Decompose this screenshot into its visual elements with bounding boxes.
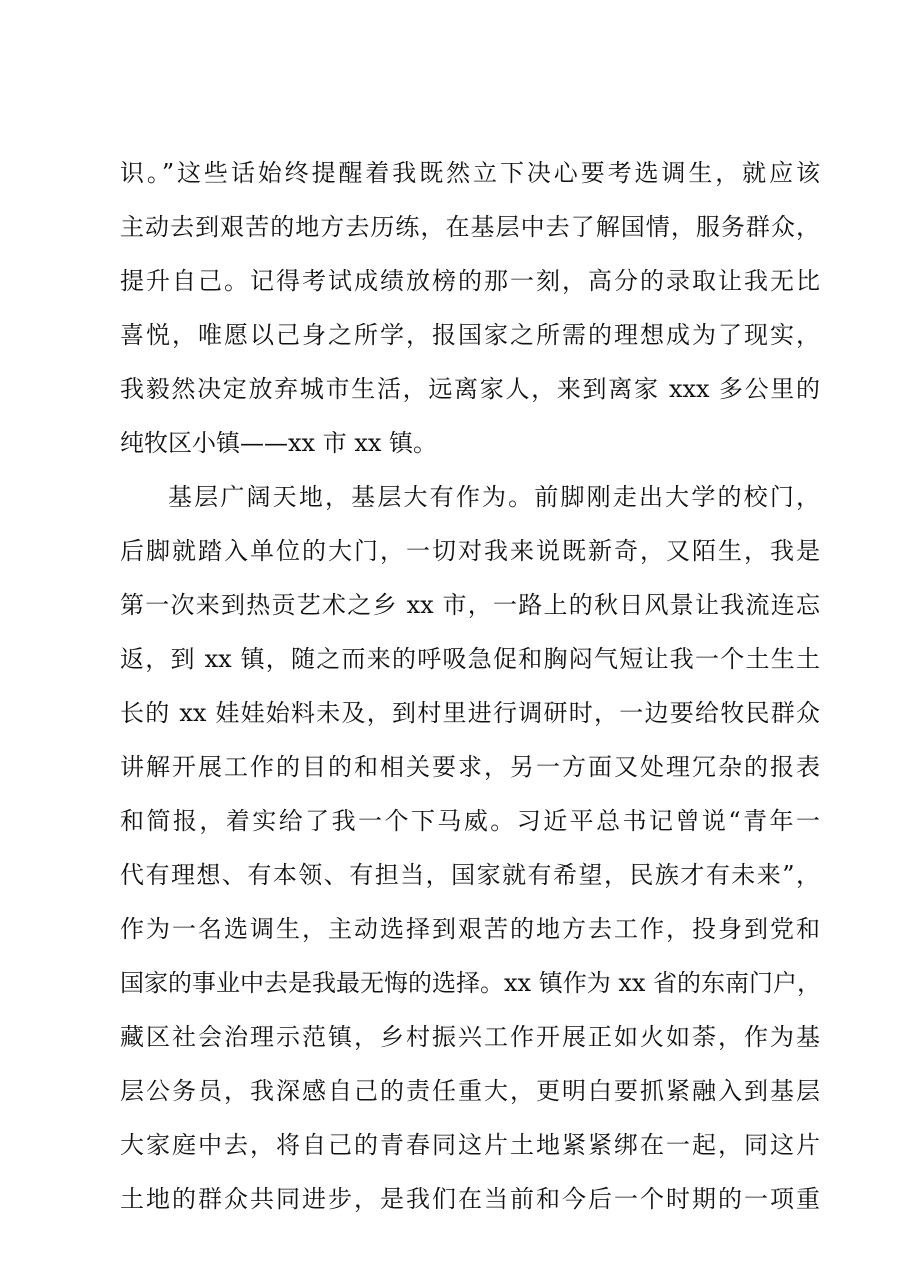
text-line: 提升自己。记得考试成绩放榜的那一刻，高分的录取让我无比 [120,267,820,295]
text-line: 纯牧区小镇——xx 市 xx 镇。 [120,429,438,457]
body-text [120,146,820,1226]
text-line: 讲解开展工作的目的和相关要求，另一方面又处理冗杂的报表 [120,753,820,781]
text-line: 层公务员，我深感自己的责任重大，更明白要抓紧融入到基层 [120,1077,820,1105]
text-line: 和简报，着实给了我一个下马威。习近平总书记曾说“青年一 [120,807,820,835]
text-line: 主动去到艰苦的地方去历练，在基层中去了解国情，服务群众， [120,213,820,241]
text-line: 代有理想、有本领、有担当，国家就有希望，民族才有未来”， [120,861,820,889]
paragraph-first-line: 基层广阔天地，基层大有作为。前脚刚走出大学的校门， [168,483,820,511]
text-line: 我毅然决定放弃城市生活，远离家人，来到离家 xxx 多公里的 [120,375,820,403]
text-line: 大家庭中去，将自己的青春同这片土地紧紧绑在一起，同这片 [120,1131,820,1159]
text-line: 识。”这些话始终提醒着我既然立下决心要考选调生，就应该 [120,159,820,187]
text-line: 藏区社会治理示范镇，乡村振兴工作开展正如火如荼，作为基 [120,1023,820,1051]
text-line: 后脚就踏入单位的大门，一切对我来说既新奇，又陌生，我是 [120,537,820,565]
text-line: 长的 xx 娃娃始料未及，到村里进行调研时，一边要给牧民群众 [120,699,820,727]
text-line: 作为一名选调生，主动选择到艰苦的地方去工作，投身到党和 [120,915,820,943]
text-line: 国家的事业中去是我最无悔的选择。xx 镇作为 xx 省的东南门户， [120,969,822,997]
text-line: 返，到 xx 镇，随之而来的呼吸急促和胸闷气短让我一个土生土 [120,645,820,673]
text-line: 第一次来到热贡艺术之乡 xx 市，一路上的秋日风景让我流连忘 [120,591,820,619]
text-line: 土地的群众共同进步，是我们在当前和今后一个时期的一项重 [120,1185,820,1213]
text-line: 喜悦，唯愿以己身之所学，报国家之所需的理想成为了现实， [120,321,820,349]
